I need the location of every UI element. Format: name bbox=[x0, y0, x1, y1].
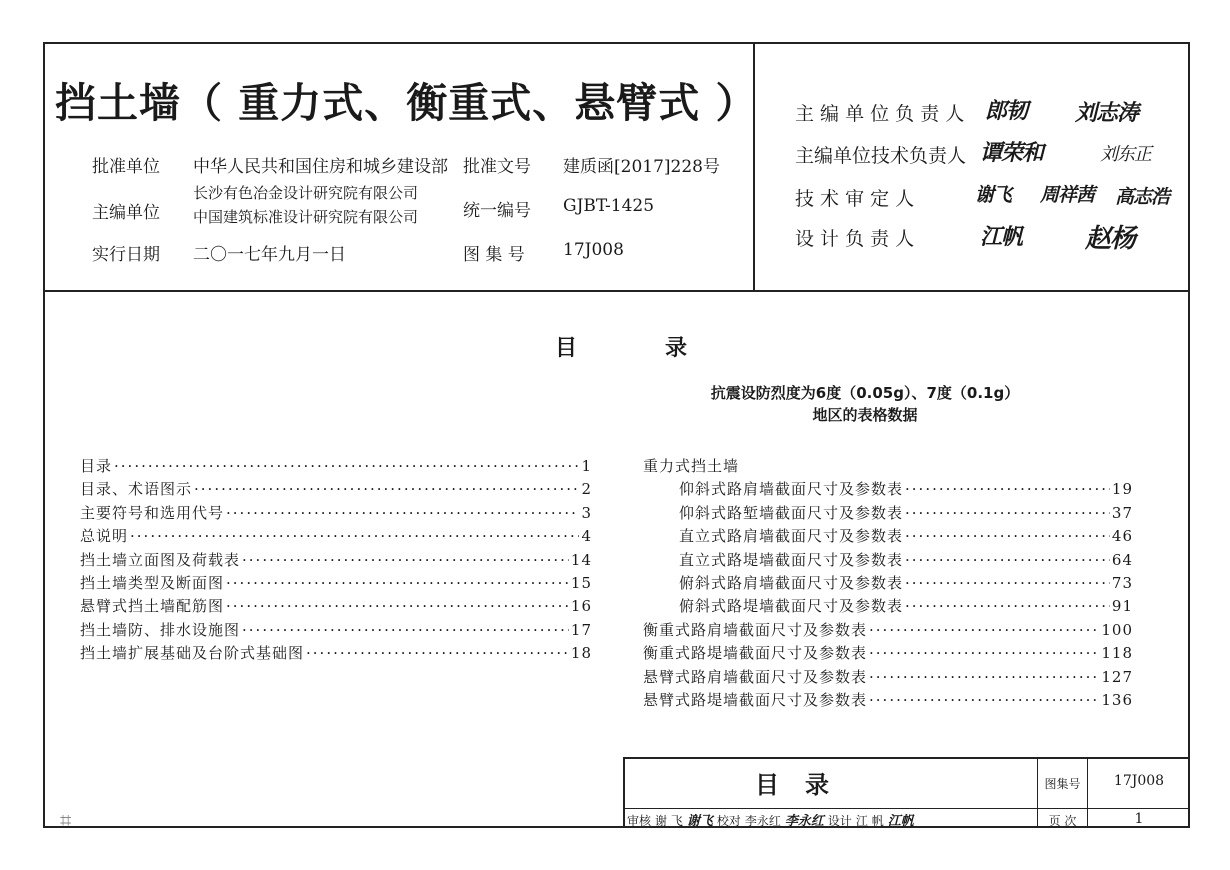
toc-entry-label: 主要符号和选用代号 bbox=[80, 503, 225, 522]
toc-leader-dots bbox=[242, 621, 569, 639]
effective-date: 二〇一七年九月一日 bbox=[193, 245, 346, 265]
signature-tech-head-1: 谭荣和 bbox=[980, 140, 1044, 166]
binding-mark-icon: ⌗ bbox=[60, 808, 72, 832]
reviewer-name: 谢 飞 bbox=[655, 814, 683, 828]
toc-group-gravity-wall: 重力式挡土墙 bbox=[643, 457, 740, 475]
toc-entry-page: 136 bbox=[1101, 690, 1133, 709]
design-label: 设计 bbox=[827, 814, 852, 828]
unified-no-label: 统一编号 bbox=[463, 201, 531, 221]
toc-title: 目录 bbox=[555, 336, 776, 361]
toc-entry-label: 仰斜式路肩墙截面尺寸及参数表 bbox=[679, 480, 904, 499]
checker-signature: 李永红 bbox=[784, 814, 824, 829]
toc-entry bbox=[643, 595, 1133, 618]
toc-entry-page: 18 bbox=[570, 644, 592, 663]
toc-leader-dots bbox=[905, 574, 1110, 592]
toc-entry-page: 127 bbox=[1101, 667, 1133, 686]
review-label: 审核 bbox=[627, 814, 652, 828]
designer-signature: 江帆 bbox=[887, 814, 914, 829]
check-label: 校对 bbox=[716, 814, 741, 828]
toc-leader-dots bbox=[869, 644, 1099, 662]
toc-entry-label: 目录、术语图示 bbox=[80, 480, 193, 499]
signature-tech-head-2: 刘东正 bbox=[1100, 144, 1151, 165]
toc-entry-label: 悬臂式挡土墙配筋图 bbox=[80, 597, 225, 616]
toc-leader-dots bbox=[242, 551, 569, 569]
toc-entry-label: 悬臂式路堤墙截面尺寸及参数表 bbox=[643, 690, 868, 709]
toc-entry bbox=[643, 502, 1133, 525]
toc-entry-page: 46 bbox=[1111, 527, 1133, 546]
toc-entry-label: 直立式路肩墙截面尺寸及参数表 bbox=[679, 527, 904, 546]
toc-entry bbox=[80, 549, 592, 572]
toc-entry-label: 俯斜式路堤墙截面尺寸及参数表 bbox=[679, 597, 904, 616]
toc-entry-page: 1 bbox=[581, 457, 592, 475]
toc-leader-dots bbox=[306, 644, 569, 662]
chief-tech-head-label: 主编单位技术负责人 bbox=[795, 145, 967, 167]
signature-reviewer-1: 谢飞 bbox=[975, 184, 1012, 206]
drawing-sheet bbox=[43, 42, 1190, 828]
toc-leader-dots bbox=[905, 480, 1110, 498]
effective-date-label: 实行日期 bbox=[92, 245, 160, 265]
title-block-page-no: 1 bbox=[1134, 811, 1144, 827]
toc-entry bbox=[80, 478, 592, 501]
toc-entry-label: 挡土墙扩展基础及台阶式基础图 bbox=[80, 644, 305, 663]
toc-leader-dots bbox=[226, 504, 579, 522]
design-lead-label: 设 计 负 责 人 bbox=[795, 228, 915, 250]
toc-entry-page: 15 bbox=[570, 573, 592, 592]
toc-leader-dots bbox=[869, 621, 1099, 639]
toc-leader-dots bbox=[869, 691, 1099, 709]
toc-entry-page: 91 bbox=[1111, 597, 1133, 616]
chief-unit-head-label: 主 编 单 位 负 责 人 bbox=[795, 103, 965, 125]
toc-gravity-sub-list bbox=[643, 478, 1133, 618]
toc-entry-page: 3 bbox=[581, 503, 592, 522]
signature-design-lead-2: 赵杨 bbox=[1085, 224, 1136, 254]
toc-leader-dots bbox=[869, 668, 1099, 686]
signature-chief-head-2: 刘志涛 bbox=[1075, 100, 1139, 126]
toc-entry bbox=[643, 549, 1133, 572]
title-block-signatures bbox=[627, 810, 914, 829]
toc-entry bbox=[643, 689, 1133, 712]
designer-name: 江 帆 bbox=[855, 814, 884, 828]
toc-right-list bbox=[643, 455, 1133, 712]
toc-entry-page: 19 bbox=[1111, 480, 1133, 499]
toc-entry-page: 17 bbox=[570, 620, 592, 639]
reviewer-signature: 谢飞 bbox=[686, 814, 713, 829]
title-block-atlas-no: 17J008 bbox=[1113, 773, 1165, 789]
header-divider bbox=[45, 290, 1188, 292]
atlas-no-label: 图 集 号 bbox=[463, 245, 525, 265]
toc-entry-label: 悬臂式路肩墙截面尺寸及参数表 bbox=[643, 667, 868, 686]
toc-entry-label: 俯斜式路肩墙截面尺寸及参数表 bbox=[679, 573, 904, 592]
toc-leader-dots bbox=[114, 457, 579, 475]
toc-left-list bbox=[80, 455, 592, 666]
title-block bbox=[623, 757, 1190, 828]
seismic-note-line1: 抗震设防烈度为6度（0.05g）、7度（0.1g） bbox=[710, 384, 1020, 402]
editor-unit-label: 主编单位 bbox=[92, 203, 160, 223]
toc-entry bbox=[643, 619, 1133, 642]
toc-entry-label: 挡土墙立面图及荷载表 bbox=[80, 550, 241, 569]
checker-name: 李永红 bbox=[744, 814, 781, 828]
toc-entry-label: 直立式路堤墙截面尺寸及参数表 bbox=[679, 550, 904, 569]
toc-entry-page: 64 bbox=[1111, 550, 1133, 569]
toc-leader-dots bbox=[130, 527, 579, 545]
editor-unit-line1: 长沙有色冶金设计研究院有限公司 bbox=[193, 184, 419, 202]
toc-entry-label: 衡重式路堤墙截面尺寸及参数表 bbox=[643, 644, 868, 663]
toc-entry-page: 100 bbox=[1101, 620, 1133, 639]
approval-doc: 建质函[2017]228号 bbox=[563, 157, 720, 177]
toc-leader-dots bbox=[905, 551, 1110, 569]
title-block-title: 目录 bbox=[755, 771, 855, 799]
toc-entry-label: 衡重式路肩墙截面尺寸及参数表 bbox=[643, 620, 868, 639]
toc-leader-dots bbox=[905, 527, 1110, 545]
toc-entry bbox=[80, 525, 592, 548]
toc-entry-page: 2 bbox=[581, 480, 592, 499]
toc-leader-dots bbox=[194, 480, 579, 498]
toc-entry-page: 14 bbox=[570, 550, 592, 569]
approval-doc-label: 批准文号 bbox=[463, 157, 531, 177]
toc-entry bbox=[80, 572, 592, 595]
toc-entry-page: 16 bbox=[570, 597, 592, 616]
atlas-title: 挡土墙（ 重力式、衡重式、悬臂式 ） bbox=[55, 79, 758, 127]
toc-entry bbox=[643, 525, 1133, 548]
toc-entry bbox=[643, 478, 1133, 501]
toc-right-entries bbox=[643, 619, 1133, 713]
toc-entry-page: 37 bbox=[1111, 503, 1133, 522]
toc-entry-label: 仰斜式路堑墙截面尺寸及参数表 bbox=[679, 503, 904, 522]
approval-unit: 中华人民共和国住房和城乡建设部 bbox=[193, 157, 448, 177]
signature-chief-head-1: 郎韧 bbox=[985, 98, 1028, 124]
toc-entry-label: 挡土墙类型及断面图 bbox=[80, 573, 225, 592]
toc-leader-dots bbox=[226, 597, 569, 615]
toc-entry bbox=[643, 642, 1133, 665]
toc-entry bbox=[80, 595, 592, 618]
title-block-page-label: 页 次 bbox=[1048, 814, 1077, 828]
seismic-note-line2: 地区的表格数据 bbox=[812, 406, 918, 424]
toc-leader-dots bbox=[905, 597, 1110, 615]
approval-unit-label: 批准单位 bbox=[92, 157, 160, 177]
title-block-atlas-label: 图集号 bbox=[1044, 777, 1081, 791]
toc-entry-label: 总说明 bbox=[80, 527, 129, 546]
toc-entry bbox=[80, 642, 592, 665]
unified-no: GJBT-1425 bbox=[563, 196, 655, 216]
toc-entry bbox=[80, 619, 592, 642]
toc-entry-label: 挡土墙防、排水设施图 bbox=[80, 620, 241, 639]
toc-entry-page: 73 bbox=[1111, 573, 1133, 592]
toc-entry bbox=[643, 572, 1133, 595]
toc-leader-dots bbox=[905, 504, 1110, 522]
atlas-no: 17J008 bbox=[563, 240, 624, 260]
signature-reviewer-3: 高志浩 bbox=[1115, 186, 1170, 208]
toc-entry bbox=[80, 502, 592, 525]
signature-reviewer-2: 周祥茜 bbox=[1040, 184, 1095, 206]
tech-reviewer-label: 技 术 审 定 人 bbox=[795, 188, 915, 210]
toc-entry bbox=[643, 666, 1133, 689]
toc-entry-page: 4 bbox=[581, 527, 592, 546]
editor-unit-line2: 中国建筑标准设计研究院有限公司 bbox=[193, 208, 419, 226]
toc-entry bbox=[80, 455, 592, 478]
toc-entry-label: 目录 bbox=[80, 457, 113, 475]
toc-leader-dots bbox=[226, 574, 569, 592]
toc-entry-page: 118 bbox=[1101, 644, 1133, 663]
signature-design-lead-1: 江帆 bbox=[980, 224, 1023, 250]
